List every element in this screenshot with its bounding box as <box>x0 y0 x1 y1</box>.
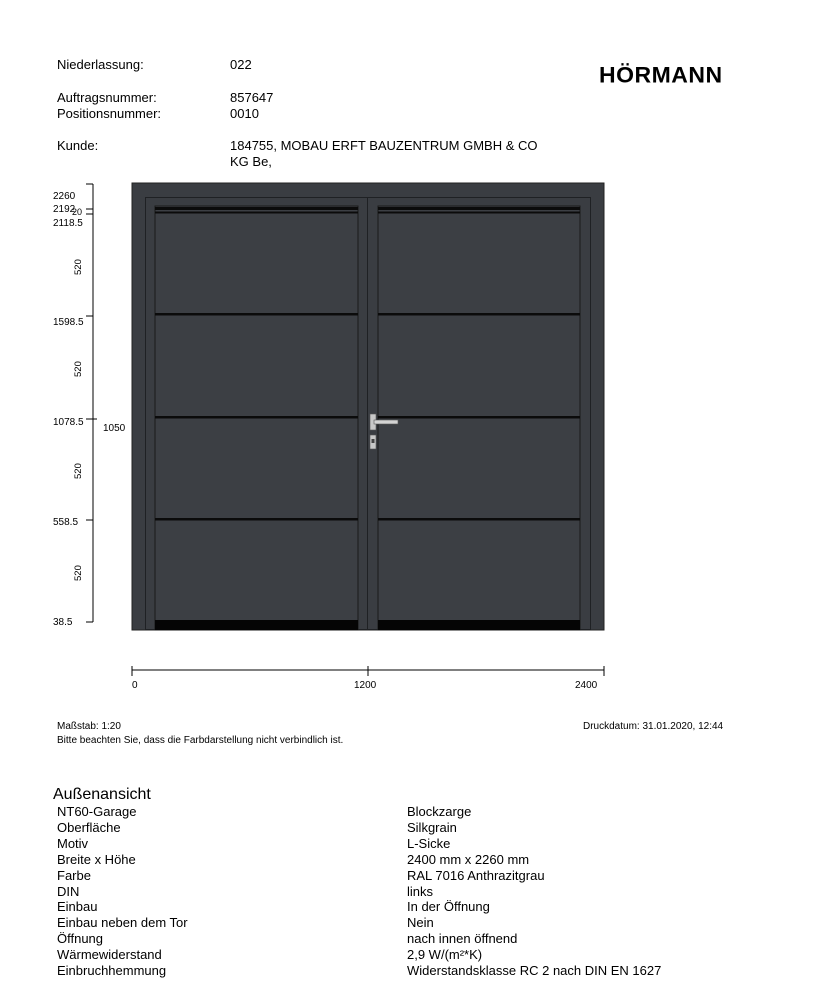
spec-value: Nein <box>407 915 434 931</box>
dim-2260: 2260 <box>53 191 76 202</box>
spec-label: Öffnung <box>57 931 104 947</box>
spec-labels <box>57 804 188 979</box>
spec-label: DIN <box>57 883 80 899</box>
segment-520-upper: 520 <box>73 361 84 377</box>
spec-value: Blockzarge <box>407 804 472 819</box>
spec-label: Einbau <box>57 899 98 915</box>
section-title: Außenansicht <box>53 786 151 803</box>
spec-label: Motiv <box>57 835 89 851</box>
spec-value: RAL 7016 Anthrazitgrau <box>407 867 545 883</box>
spec-label: NT60-Garage <box>57 804 137 819</box>
spec-value: 2400 mm x 2260 mm <box>407 851 530 867</box>
spec-value: Widerstandsklasse RC 2 nach DIN EN 1627 <box>407 963 662 979</box>
branch-label: Niederlassung: <box>57 57 144 72</box>
dim-1598-5: 1598.5 <box>53 317 84 328</box>
left-door-leaf <box>155 206 358 630</box>
spec-value: links <box>407 883 434 899</box>
print-date: Druckdatum: 31.01.2020, 12:44 <box>583 721 724 732</box>
segment-520-bottom: 520 <box>73 565 84 581</box>
dim-x-1200: 1200 <box>354 680 377 691</box>
spec-values <box>407 804 661 979</box>
spec-label: Einbruchhemmung <box>57 963 167 979</box>
spec-label: Wärmewiderstand <box>57 947 162 963</box>
spec-label: Einbau neben dem Tor <box>57 915 188 931</box>
position-number-value: 0010 <box>230 106 259 121</box>
dim-2192: 2192 <box>53 204 76 215</box>
spec-label: Oberfläche <box>57 819 121 835</box>
spec-label: Breite x Höhe <box>57 851 136 867</box>
position-number-label: Positionsnummer: <box>57 106 162 121</box>
spec-value: Silkgrain <box>407 819 457 835</box>
dim-x-0: 0 <box>132 680 138 691</box>
dim-20: 20 <box>72 207 83 217</box>
dim-1078-5: 1078.5 <box>53 417 84 428</box>
scale-note: Maßstab: 1:20 <box>57 721 121 732</box>
dim-558-5: 558.5 <box>53 517 79 528</box>
dim-38-5: 38.5 <box>53 617 73 628</box>
segment-520-top: 520 <box>73 259 84 275</box>
hormann-logo: HÖRMANN <box>599 62 723 88</box>
dim-1050: 1050 <box>103 423 126 434</box>
spec-value: In der Öffnung <box>407 899 490 915</box>
spec-value: L-Sicke <box>407 835 451 851</box>
customer-value-line1: 184755, MOBAU ERFT BAUZENTRUM GMBH & CO <box>230 138 538 153</box>
customer-value-line2: KG Be, <box>230 154 272 169</box>
dim-x-2400: 2400 <box>575 680 598 691</box>
branch-value: 022 <box>230 57 252 72</box>
dim-2118-5: 2118.5 <box>53 218 83 229</box>
customer-label: Kunde: <box>57 138 99 153</box>
color-disclaimer: Bitte beachten Sie, dass die Farbdarstellung nicht verbindlich ist. <box>57 735 344 746</box>
order-number-label: Auftragsnummer: <box>57 90 157 105</box>
horizontal-dimension <box>132 666 604 676</box>
spec-label: Farbe <box>57 867 91 883</box>
order-number-value: 857647 <box>230 90 274 105</box>
right-door-leaf <box>378 206 580 630</box>
vertical-dimension <box>86 184 97 622</box>
spec-value: nach innen öffnend <box>407 931 518 947</box>
spec-value: 2,9 W/(m²*K) <box>407 947 483 963</box>
segment-520-lower: 520 <box>73 463 84 479</box>
mullion-line <box>367 198 368 630</box>
